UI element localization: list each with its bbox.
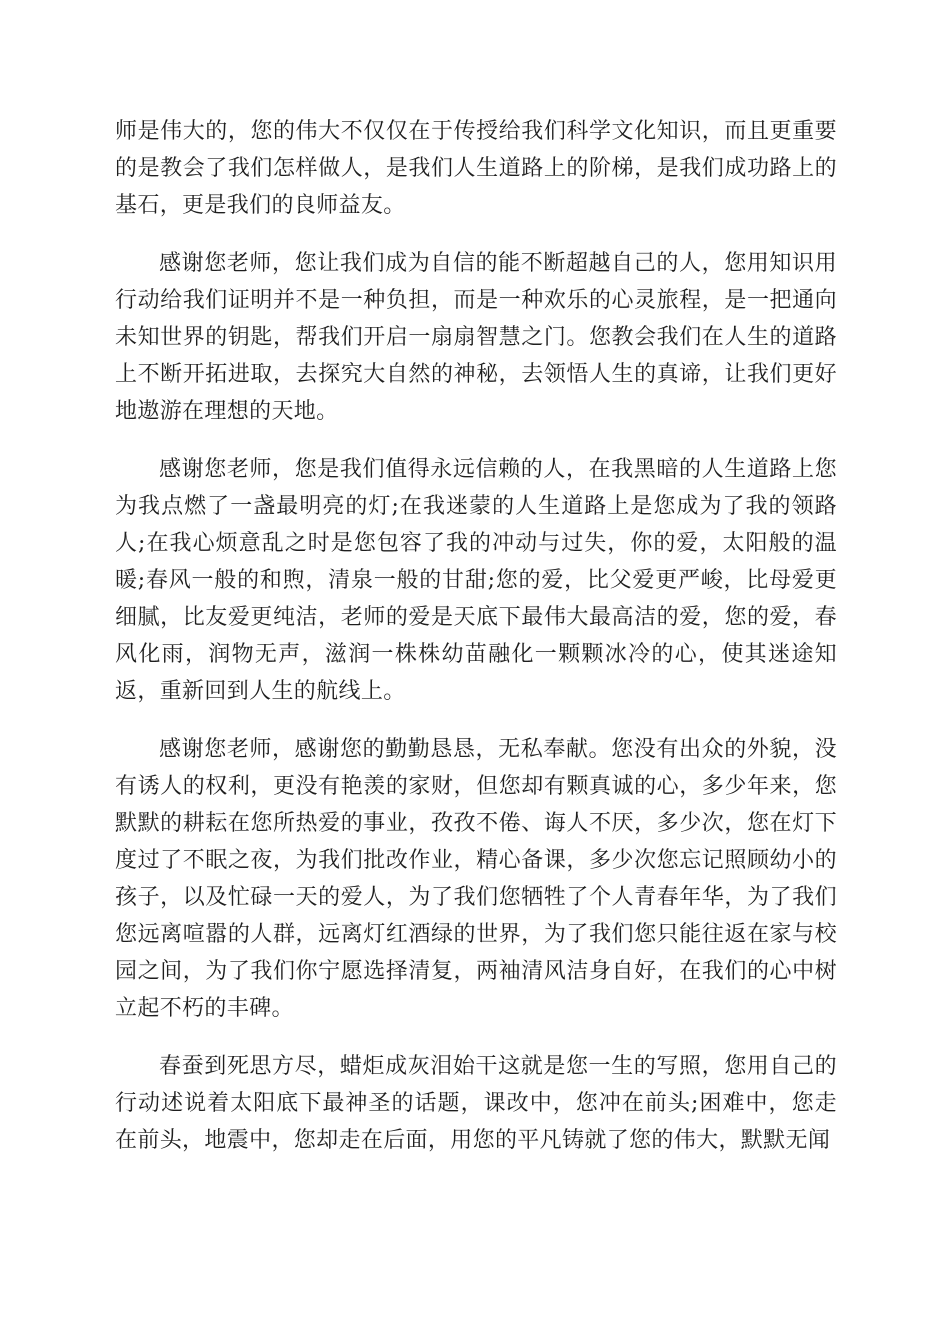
paragraph-2: 感谢您老师，您让我们成为自信的能不断超越自己的人，您用知识用行动给我们证明并不是一种负担，而是一种欢乐的心灵旅程，是一把通向未知世界的钥匙，帮我们开启一扇扇智慧之门。您教会我们在人生的道路上不断开拓进取，去探究大自然的神秘，去领悟人生的真谛，让我们更好地遨游在理想的天地。 (115, 251, 837, 424)
paragraph-5: 春蚕到死思方尽，蜡炬成灰泪始干这就是您一生的写照，您用自己的行动述说着太阳底下最神圣的话题，课改中，您冲在前头;困难中，您走在前头，地震中，您却走在后面，用您的平凡铸就了您的伟大，默默无闻 (115, 1054, 837, 1153)
paragraph-3: 感谢您老师，您是我们值得永远信赖的人，在我黑暗的人生道路上您为我点燃了一盏最明亮的灯;在我迷蒙的人生道路上是您成为了我的领路人;在我心烦意乱之时是您包容了我的冲动与过失，你的爱，太阳般的温暖;春风一般的和煦，清泉一般的甘甜;您的爱，比父爱更严峻，比母爱更细腻，比友爱更纯洁，老师的爱是天底下最伟大最高洁的爱，您的爱，春风化雨，润物无声，滋润一株株幼苗融化一颗颗冰冷的心，使其迷途知返，重新回到人生的航线上。 (115, 457, 837, 704)
paragraph-4: 感谢您老师，感谢您的勤勤恳恳，无私奉献。您没有出众的外貌，没有诱人的权利，更没有艳羡的家财，但您却有颗真诚的心，多少年来，您默默的耕耘在您所热爱的事业，孜孜不倦、诲人不厌，多少次，您在灯下度过了不眠之夜，为我们批改作业，精心备课，多少次您忘记照顾幼小的孩子，以及忙碌一天的爱人，为了我们您牺牲了个人青春年华，为了我们您远离喧嚣的人群，远离灯红酒绿的世界，为了我们您只能往返在家与校园之间，为了我们你宁愿选择清复，两袖清风洁身自好，在我们的心中树立起不朽的丰碑。 (115, 737, 837, 1021)
paragraph-1: 师是伟大的，您的伟大不仅仅在于传授给我们科学文化知识，而且更重要的是教会了我们怎样做人，是我们人生道路上的阶梯，是我们成功路上的基石，更是我们的良师益友。 (115, 119, 837, 218)
document-body (115, 113, 837, 1159)
